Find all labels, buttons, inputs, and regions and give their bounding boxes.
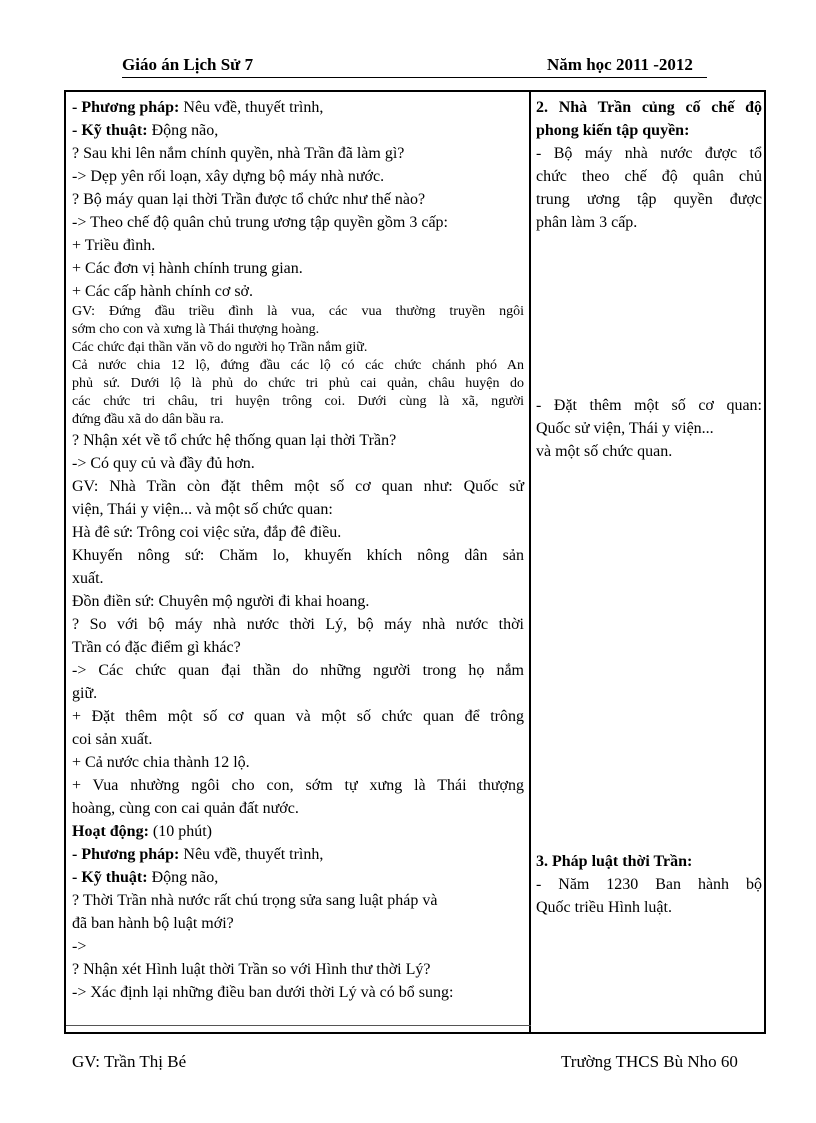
lesson-line xyxy=(72,981,524,1004)
lesson-line-text: + Vua nhường ngôi cho con, sớm tự xưng là Thái thượng xyxy=(72,777,524,794)
lesson-line-text: -> Có quy củ và đầy đủ hơn. xyxy=(72,455,255,472)
lesson-line-text: Các chức đại thần văn võ do người họ Trần nắm giữ. xyxy=(72,340,368,355)
section-2-line: phân làm 3 cấp. xyxy=(536,214,638,231)
lesson-line xyxy=(72,590,524,613)
section-2-block xyxy=(536,96,762,234)
lesson-line-text: GV: Đứng đầu triều đình là vua, các vua thường truyền ngôi xyxy=(72,304,524,319)
section-2-line: chức theo chế độ quân chủ xyxy=(536,168,762,185)
lesson-line xyxy=(72,303,524,321)
column-divider xyxy=(529,92,531,1032)
section-3-heading: 3. Pháp luật thời Trần: xyxy=(536,853,693,870)
header-underline xyxy=(122,77,707,78)
section-2b-block xyxy=(536,394,762,463)
lesson-line-text: Động não, xyxy=(147,869,219,886)
lesson-line xyxy=(72,728,524,751)
lesson-line xyxy=(72,751,524,774)
lesson-line-text: + Đặt thêm một số cơ quan và một số chức quan để trông xyxy=(72,708,524,725)
lesson-line-text: -> Các chức quan đại thần do những người trong họ nắm xyxy=(72,662,524,679)
lesson-line xyxy=(72,234,524,257)
lesson-line-text: coi sản xuất. xyxy=(72,731,153,748)
lesson-line xyxy=(72,958,524,981)
lesson-line-label: Hoạt động: xyxy=(72,823,149,840)
lesson-line xyxy=(72,142,524,165)
section-2b-line: - Đặt thêm một số cơ quan: xyxy=(536,397,762,414)
lesson-line-text: + Các đơn vị hành chính trung gian. xyxy=(72,260,303,277)
lesson-line-text: các chức tri châu, tri huyện trông coi. Dưới cùng là xã, người xyxy=(72,394,524,409)
lesson-line-text: Cả nước chia 12 lộ, đứng đầu các lộ có các chức chánh phó An xyxy=(72,358,524,373)
footer-school-page: Trường THCS Bù Nho 60 xyxy=(561,1052,738,1071)
lesson-line xyxy=(72,321,524,339)
lesson-line xyxy=(72,411,524,429)
lesson-line-label: - Phương pháp: xyxy=(72,846,180,863)
header-school-year: Năm học 2011 -2012 xyxy=(547,55,693,74)
lesson-line xyxy=(72,280,524,303)
section-3-line: - Năm 1230 Ban hành bộ xyxy=(536,876,762,893)
lesson-line xyxy=(72,682,524,705)
lesson-line-label: - Kỹ thuật: xyxy=(72,122,148,139)
lesson-line-text: sớm cho con và xưng là Thái thượng hoàng. xyxy=(72,322,320,337)
section-2-line: - Bộ máy nhà nước được tổ xyxy=(536,145,762,162)
lesson-line-text: -> Theo chế độ quân chủ trung ương tập quyền gồm 3 cấp: xyxy=(72,214,448,231)
lesson-line-text: Đồn điền sứ: Chuyên mộ người đi khai hoang. xyxy=(72,593,370,610)
lesson-line xyxy=(72,866,524,889)
footer-teacher: GV: Trần Thị Bé xyxy=(72,1052,187,1071)
lesson-line-text: hoàng, cùng con cai quản đất nước. xyxy=(72,800,299,817)
lesson-table xyxy=(64,90,766,1034)
lesson-line xyxy=(72,820,524,843)
lesson-line-label: - Kỹ thuật: xyxy=(72,869,148,886)
lesson-line-text: ? Nhận xét Hình luật thời Trần so với Hình thư thời Lý? xyxy=(72,961,431,978)
lesson-line xyxy=(72,475,524,498)
lesson-line xyxy=(72,375,524,393)
lesson-line xyxy=(72,705,524,728)
header-title: Giáo án Lịch Sử 7 xyxy=(122,55,254,74)
lesson-line-text: + Các cấp hành chính cơ sở. xyxy=(72,283,253,300)
lesson-line-text: ? Sau khi lên nắm chính quyền, nhà Trần đã làm gì? xyxy=(72,145,405,162)
lesson-line-text: + Cả nước chia thành 12 lộ. xyxy=(72,754,250,771)
lesson-line xyxy=(72,188,524,211)
lesson-line-text: Nêu vđề, thuyết trình, xyxy=(179,846,324,863)
lesson-line-text: Động não, xyxy=(147,122,219,139)
lesson-line-text: (10 phút) xyxy=(148,823,213,840)
section-3-block xyxy=(536,850,762,919)
section-3-line: Quốc triều Hình luật. xyxy=(536,899,672,916)
lesson-line xyxy=(72,429,524,452)
lesson-line xyxy=(72,96,524,119)
lesson-line-text: + Triều đình. xyxy=(72,237,156,254)
lesson-line xyxy=(72,843,524,866)
lesson-line-text: Hà đê sứ: Trông coi việc sửa, đắp đê điều. xyxy=(72,524,342,541)
lesson-line-text: xuất. xyxy=(72,570,104,587)
activities-column xyxy=(72,96,524,1004)
lesson-line xyxy=(72,452,524,475)
lesson-line xyxy=(72,257,524,280)
section-2-line: trung ương tập quyền được xyxy=(536,191,762,208)
lesson-line-text: Trần có đặc điểm gì khác? xyxy=(72,639,241,656)
section-2-heading-line1: 2. Nhà Trần củng cố chế độ xyxy=(536,99,762,116)
lesson-line xyxy=(72,498,524,521)
lesson-line xyxy=(72,935,524,958)
lesson-line xyxy=(72,357,524,375)
section-2-heading-line2: phong kiến tập quyền: xyxy=(536,122,690,139)
lesson-line-text: -> xyxy=(72,938,87,955)
row-separator xyxy=(66,1025,531,1026)
lesson-line-text: ? So với bộ máy nhà nước thời Lý, bộ máy nhà nước thời xyxy=(72,616,524,633)
lesson-line-text: -> Dẹp yên rối loạn, xây dựng bộ máy nhà nước. xyxy=(72,168,385,185)
lesson-line-text: Nêu vđề, thuyết trình, xyxy=(179,99,324,116)
lesson-line xyxy=(72,544,524,567)
lesson-line xyxy=(72,797,524,820)
lesson-line-text: phủ sứ. Dưới lộ là phủ do chức tri phủ cai quản, châu huyện do xyxy=(72,376,524,391)
lesson-line-text: ? Nhận xét về tổ chức hệ thống quan lại thời Trần? xyxy=(72,432,397,449)
lesson-line-text: đã ban hành bộ luật mới? xyxy=(72,915,234,932)
lesson-line-text: -> Xác định lại những điều ban dưới thời Lý và có bổ sung: xyxy=(72,984,454,1001)
lesson-line-label: - Phương pháp: xyxy=(72,99,180,116)
lesson-line xyxy=(72,636,524,659)
lesson-line-text: GV: Nhà Trần còn đặt thêm một số cơ quan như: Quốc sử xyxy=(72,478,524,495)
lesson-line xyxy=(72,659,524,682)
lesson-line xyxy=(72,211,524,234)
lesson-line xyxy=(72,165,524,188)
lesson-line-text: giữ. xyxy=(72,685,98,702)
lesson-line xyxy=(72,912,524,935)
lesson-line-text: Khuyến nông sứ: Chăm lo, khuyến khích nông dân sản xyxy=(72,547,524,564)
lesson-line xyxy=(72,567,524,590)
lesson-line xyxy=(72,613,524,636)
lesson-line xyxy=(72,393,524,411)
section-2b-line: Quốc sử viện, Thái y viện... xyxy=(536,420,714,437)
lesson-line xyxy=(72,521,524,544)
lesson-line xyxy=(72,774,524,797)
lesson-line-text: ? Thời Trần nhà nước rất chú trọng sửa sang luật pháp và xyxy=(72,892,438,909)
lesson-line-text: viện, Thái y viện... và một số chức quan: xyxy=(72,501,333,518)
section-2b-line: và một số chức quan. xyxy=(536,443,673,460)
lesson-line-text: đứng đầu xã do dân bầu ra. xyxy=(72,412,224,427)
lesson-line xyxy=(72,119,524,142)
lesson-line xyxy=(72,889,524,912)
lesson-line-text: ? Bộ máy quan lại thời Trần được tổ chức như thế nào? xyxy=(72,191,426,208)
lesson-line xyxy=(72,339,524,357)
